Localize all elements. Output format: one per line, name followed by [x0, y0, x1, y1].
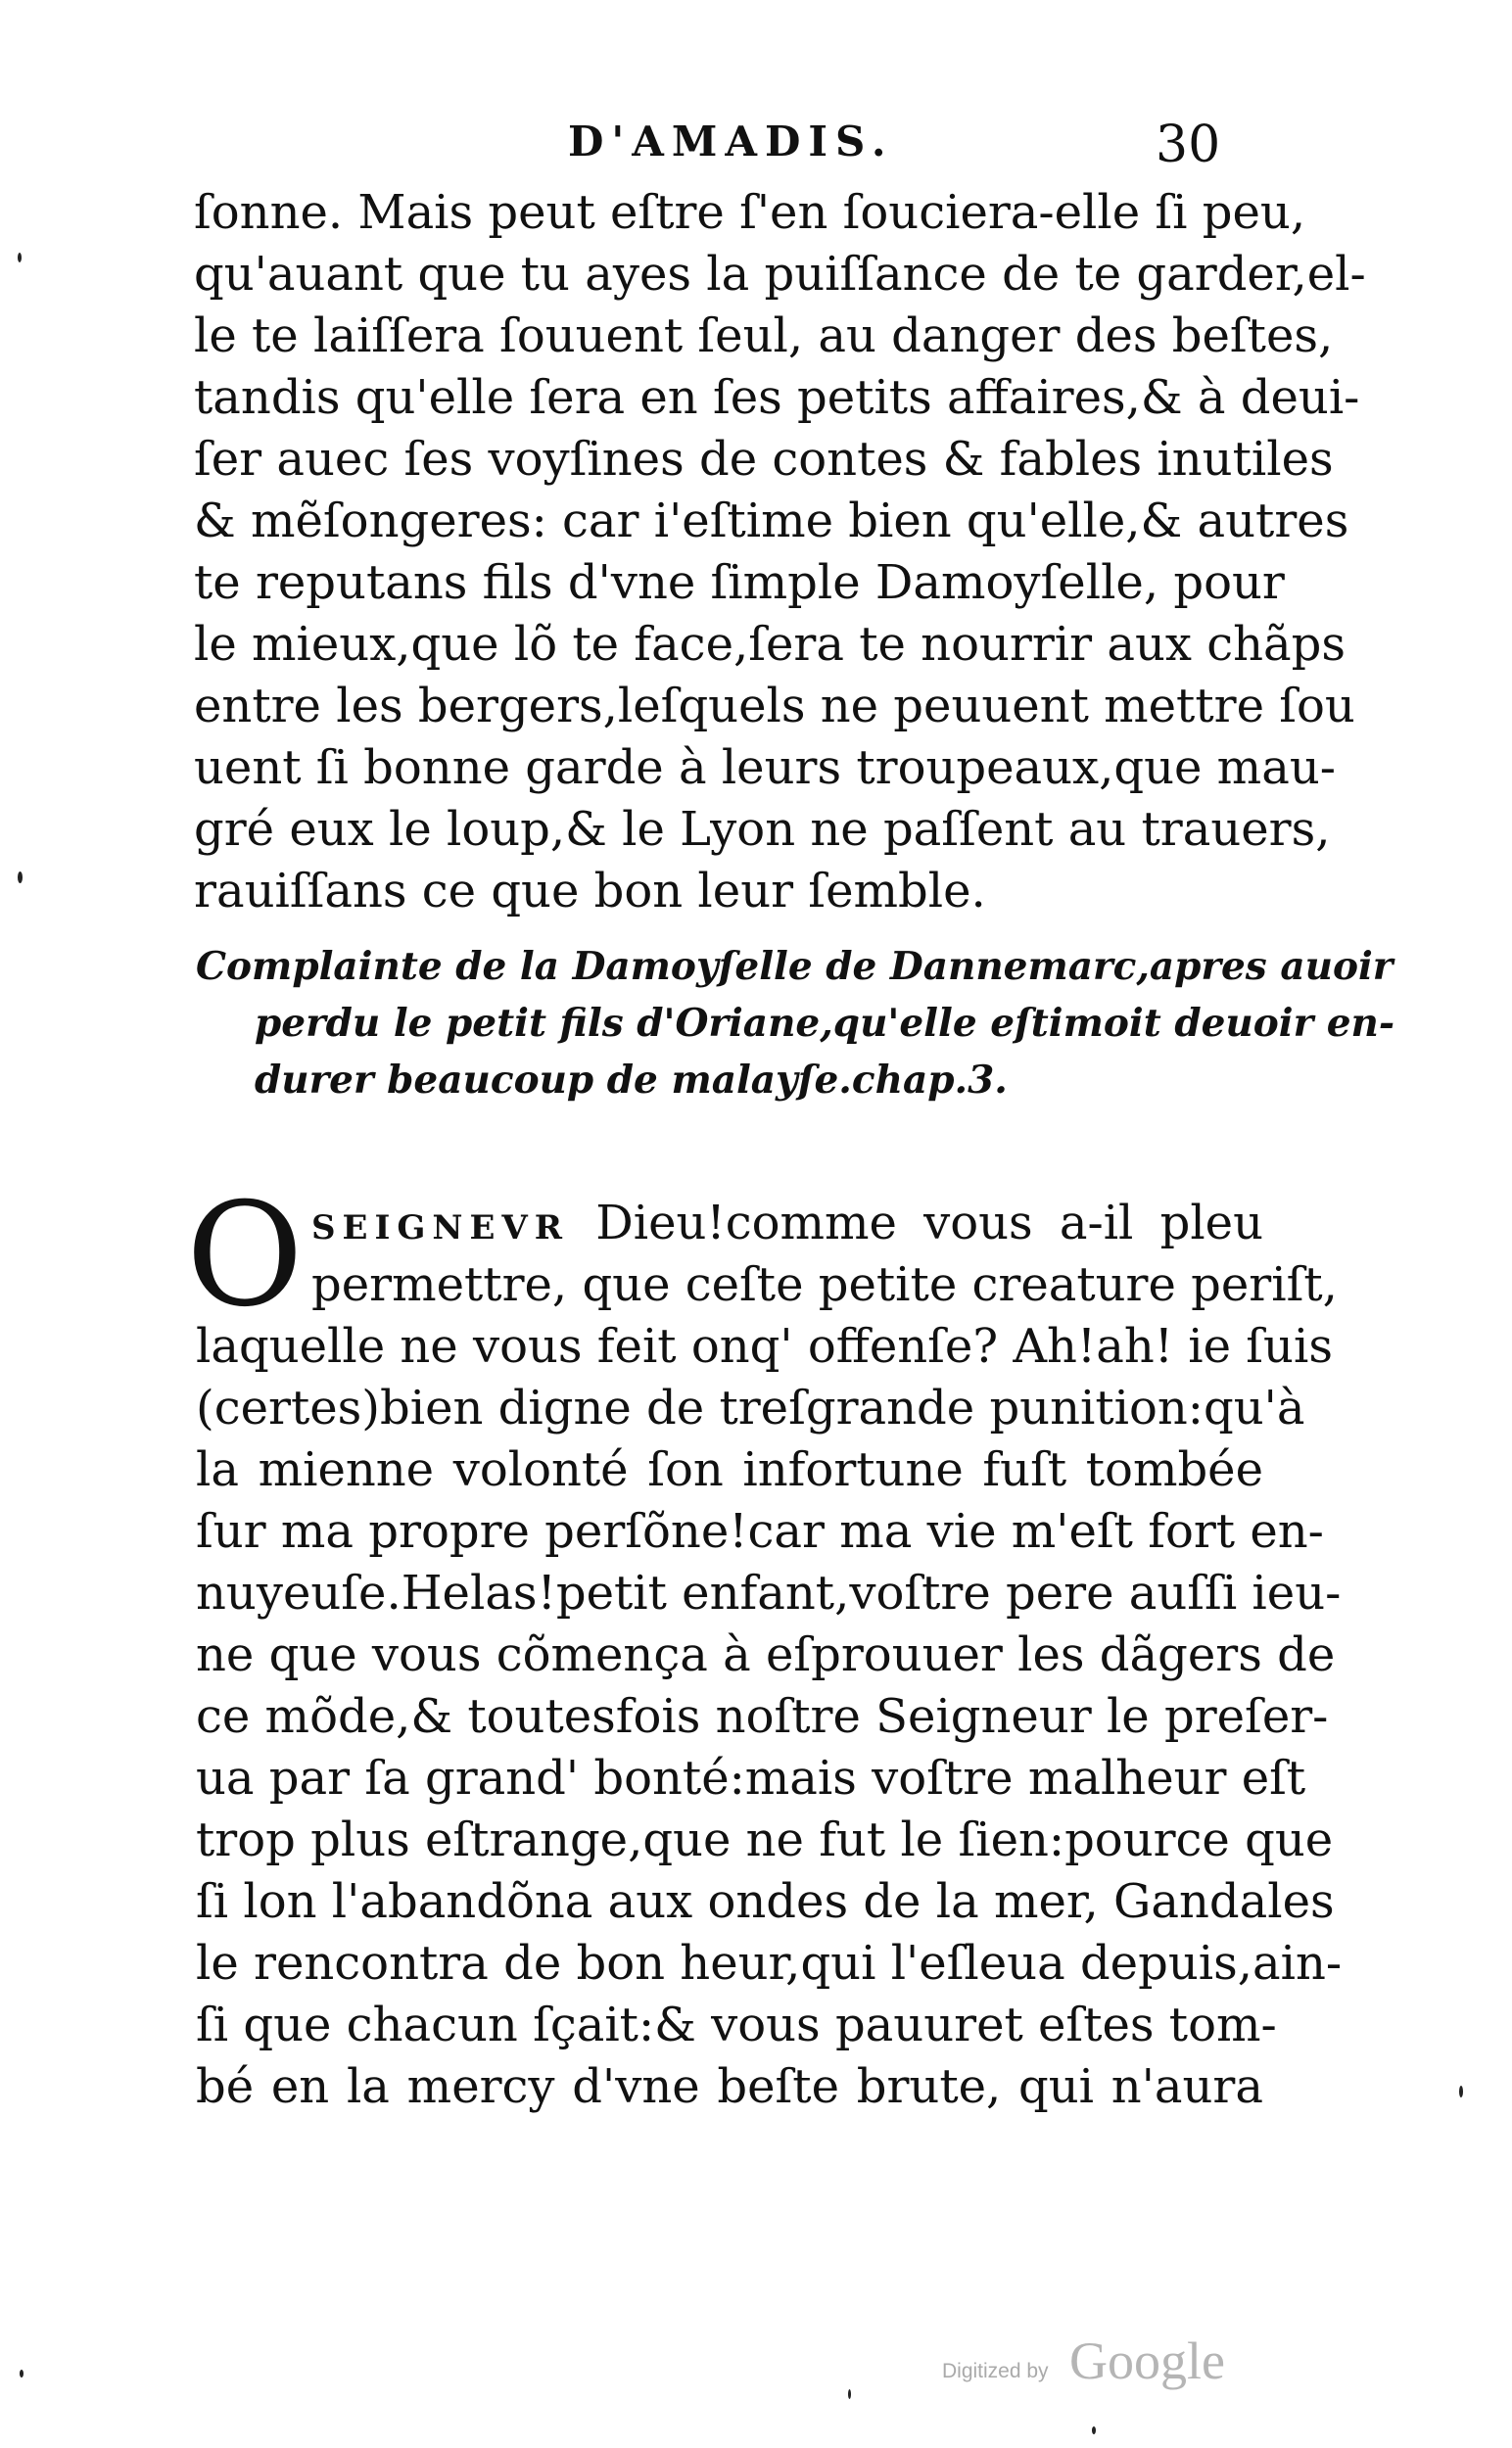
body-line: le te laiſſera ſouuent ſeul, au danger des beſtes, — [194, 308, 1334, 363]
body-line: qu'auant que tu ayes la puiſſance de te garder,el- — [194, 247, 1366, 302]
body-line: te reputans fils d'vne ſimple Damoyſelle, pour — [194, 555, 1285, 610]
chapter-line: le rencontra de bon heur,qui l'eſleua depuis,ain- — [196, 1936, 1343, 1991]
drop-cap: O — [186, 1172, 304, 1339]
scan-speck — [1092, 2426, 1096, 2434]
chapter-line: (certes)bien digne de treſgrande punition:qu'à — [196, 1381, 1305, 1436]
scan-speck — [20, 2370, 24, 2377]
scan-speck — [18, 871, 23, 883]
body-line: ſonne. Mais peut eſtre ſ'en ſouciera-elle ſi peu, — [194, 185, 1306, 240]
chapter-line: ſur ma propre perſõne!car ma vie m'eſt fort en- — [196, 1504, 1324, 1559]
chapter-line: laquelle ne vous feit onq' offenſe? Ah!ah! ie ſuis — [196, 1319, 1333, 1374]
chapter-heading-line: perdu le petit fils d'Oriane,qu'elle eſtimoit deuoir en- — [255, 1001, 1395, 1046]
opening-small-caps: SEIGNEVR — [311, 1208, 570, 1248]
body-line: tandis qu'elle ſera en ſes petits affaires,& à deui- — [194, 370, 1360, 425]
body-line: entre les bergers,leſquels ne peuuent mettre ſou — [194, 679, 1355, 733]
page-number: 30 — [1156, 116, 1221, 174]
digitized-label: Digitized by — [942, 2360, 1049, 2382]
body-line: le mieux,que lõ te face,ſera te nourrir aux chãps — [194, 617, 1346, 672]
chapter-first-line — [196, 1193, 1263, 1254]
chapter-line: bé en la mercy d'vne beſte brute, qui n'aura — [196, 2059, 1263, 2114]
chapter-heading — [196, 938, 1395, 1108]
chapter-line: ſi lon l'abandõna aux ondes de la mer, Gandales — [196, 1874, 1335, 1929]
scan-speck — [848, 2389, 851, 2399]
chapter-line: ce mõde,& toutesfois noſtre Seigneur le preſer- — [196, 1689, 1329, 1744]
chapter-body — [186, 1172, 1343, 2118]
scan-speck — [1459, 2086, 1463, 2097]
chapter-line: ne que vous cõmença à eſprouuer les dãgers de — [196, 1627, 1336, 1682]
chapter-line: permettre, que ceſte petite creature periſt, — [311, 1257, 1338, 1312]
body-line: ſer auec ſes voyſines de contes & fables inutiles — [194, 432, 1334, 487]
body-text-block — [194, 182, 1366, 922]
chapter-line: nuyeuſe.Helas!petit enfant,voſtre pere auſſi ieu- — [196, 1566, 1342, 1621]
digitized-by-google-watermark — [942, 2330, 1255, 2399]
first-line-text: Dieu!comme vous a-il pleu — [595, 1196, 1263, 1250]
chapter-heading-line: durer beaucoup de malayſe.chap.3. — [255, 1058, 1008, 1103]
chapter-line: la mienne volonté ſon infortune fuſt tombée — [196, 1442, 1263, 1497]
body-line: uent ſi bonne garde à leurs troupeaux,que mau- — [194, 740, 1336, 795]
body-line: & mẽſongeres: car i'eſtime bien qu'elle,& autres — [194, 494, 1349, 548]
chapter-line: ſi que chacun ſçait:& vous pauuret eſtes tom- — [196, 1998, 1277, 2052]
chapter-heading-line: Complainte de la Damoyſelle de Dannemarc,apres auoir — [196, 944, 1394, 989]
body-line: gré eux le loup,& le Lyon ne paſſent au trauers, — [194, 802, 1331, 857]
running-title: D'AMADIS. — [568, 118, 894, 165]
body-line: rauiſſans ce que bon leur ſemble. — [194, 864, 986, 918]
chapter-line: trop plus eſtrange,que ne fut le ſien:pource que — [196, 1812, 1334, 1867]
scan-speck — [18, 253, 22, 262]
google-logo: Google — [1069, 2331, 1225, 2390]
chapter-line: ua par ſa grand' bonté:mais voſtre malheur eſt — [196, 1751, 1306, 1806]
